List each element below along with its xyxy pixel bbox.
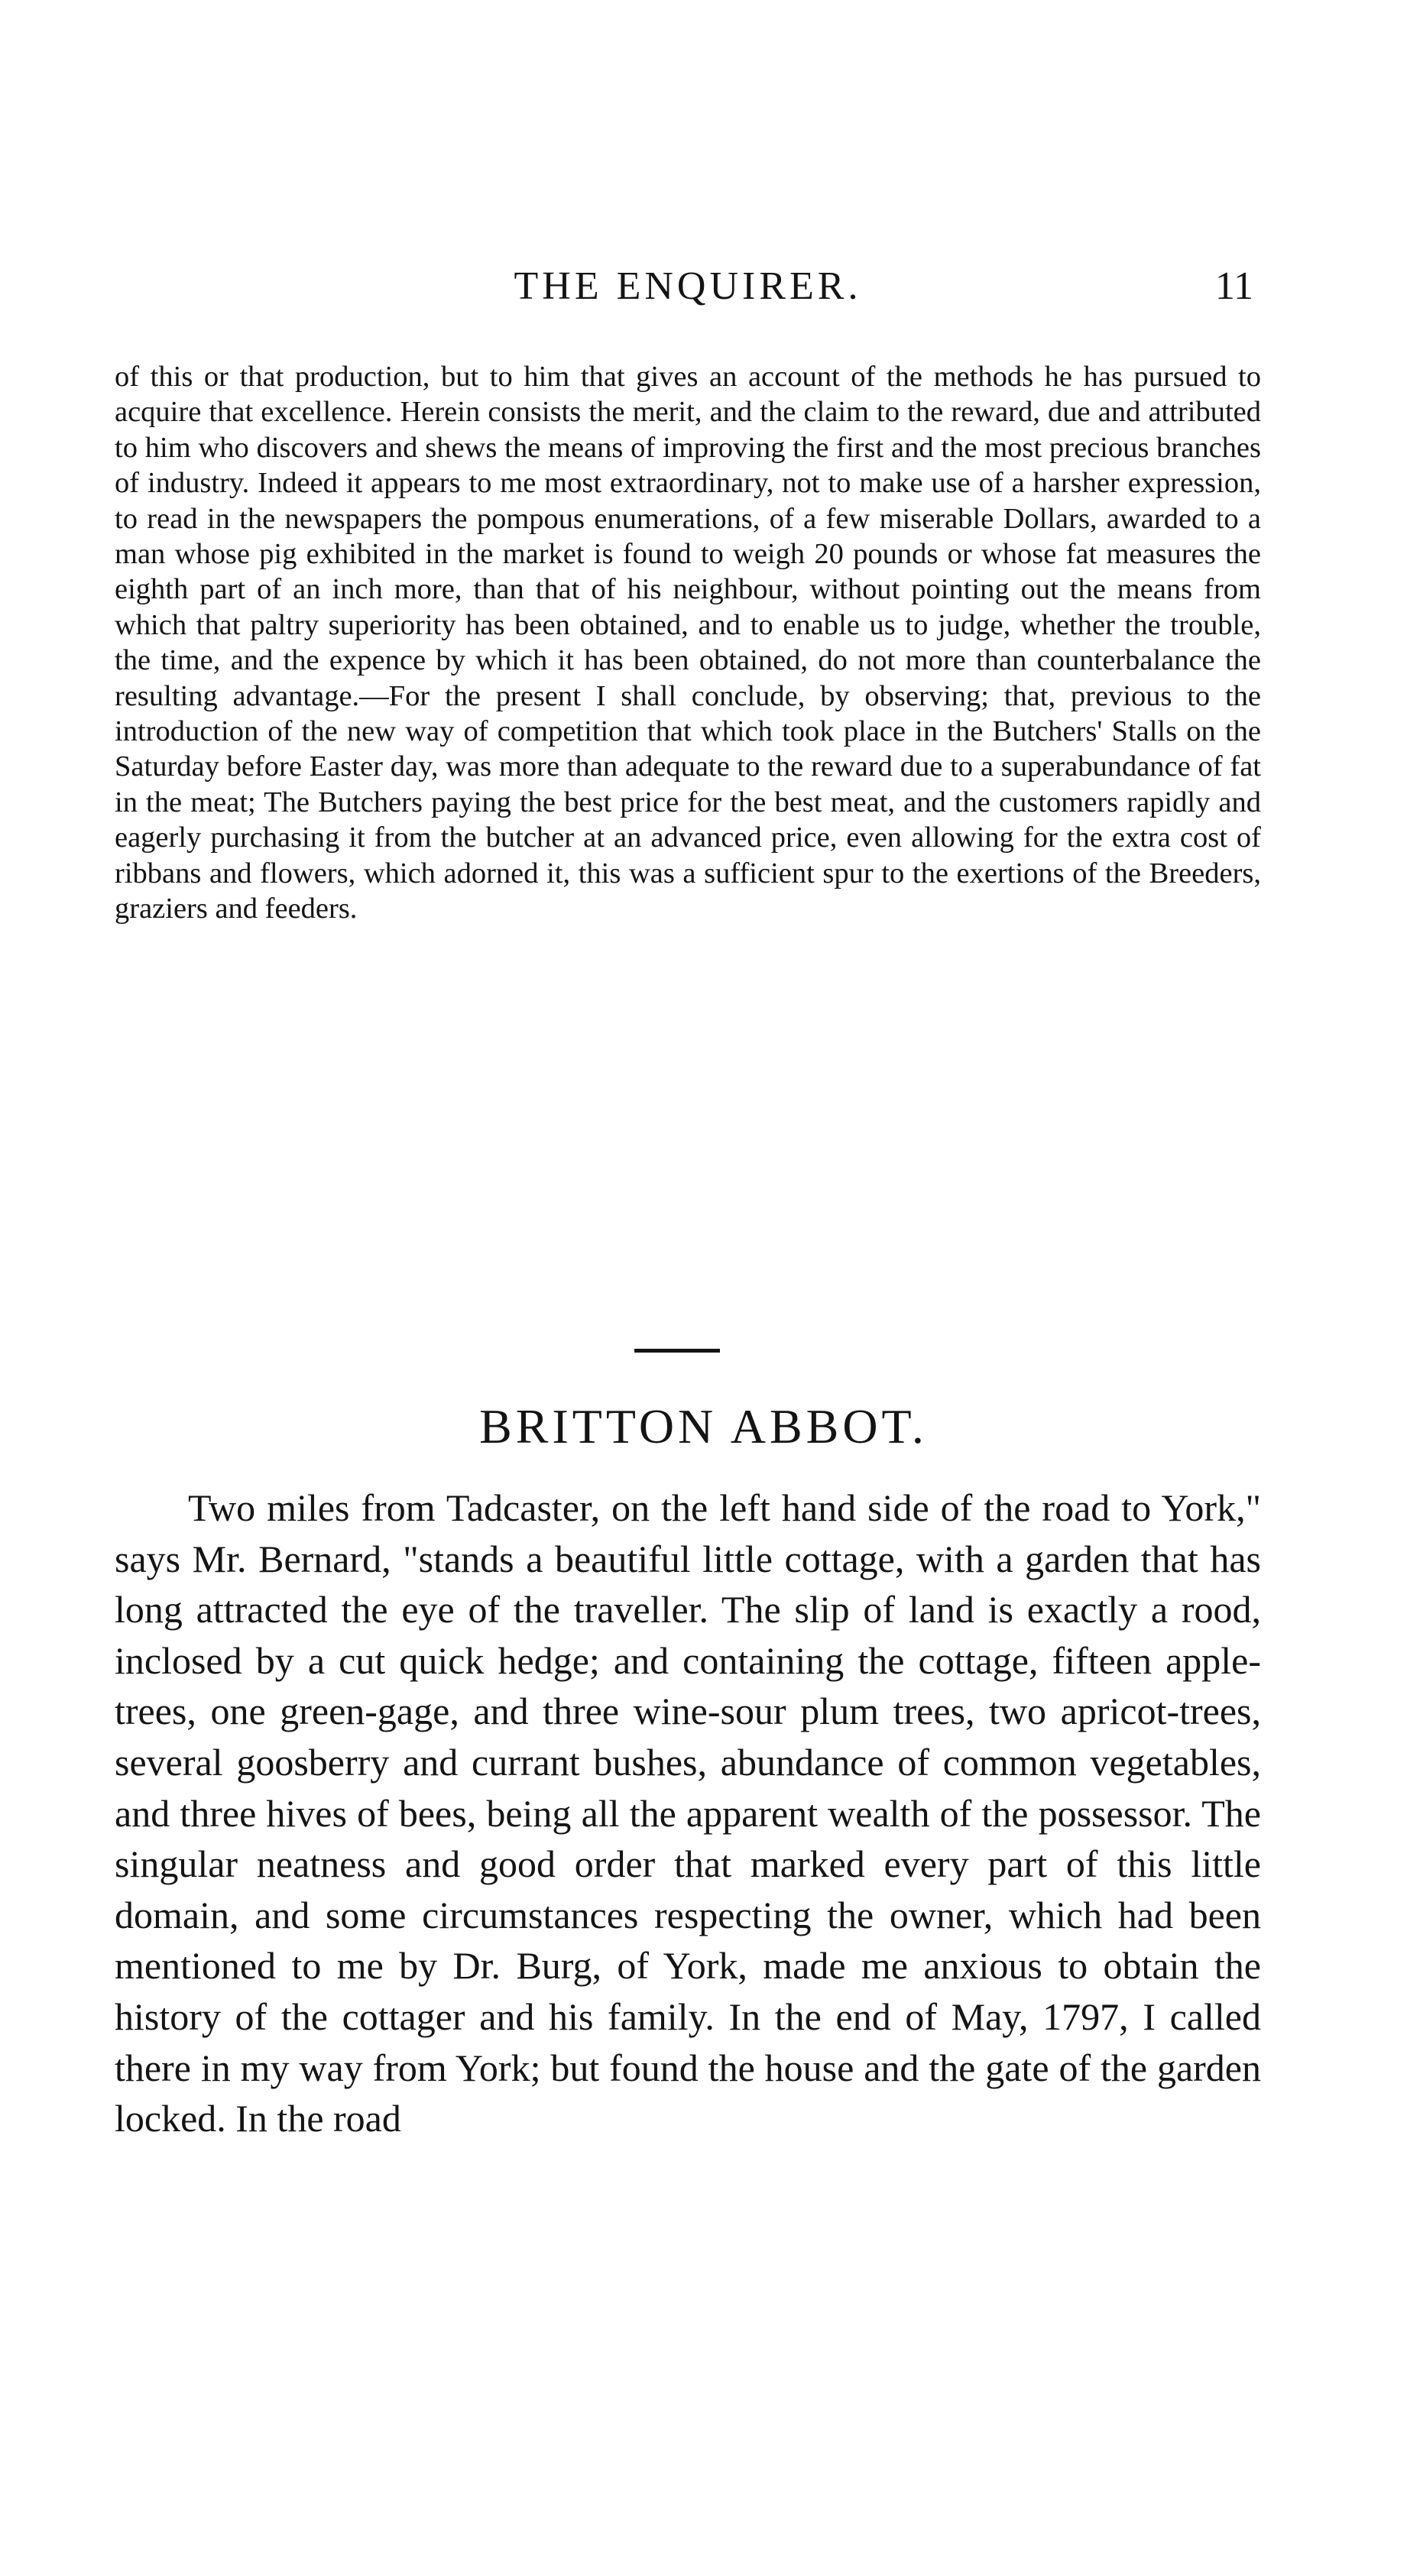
body-paragraph-continued: of this or that production, but to him that gives an account of the methods he has pursued to acquire that excellence. Herein consists the merit, and the claim to the reward, due and attributed to him who discovers and shews the means of improving the first and the most precious branches of industry. Indeed it appears to me most extraordinary, not to make use of a harsher expression, to read in the newspapers the pompous enumerations, of a few miserable Dollars, awarded to a man whose pig exhibited in the market is found to weigh 20 pounds or whose fat measures the eighth part of an inch more, than that of his neighbour, without pointing out the means from which that paltry superiority has been obtained, and to enable us to judge, whether the trouble, the time, and the expence by which it has been obtained, do not more than counterbalance the resulting advantage.—For the present I shall conclude, by observing; that, previous to the introduction of the new way of competition that which took place in the Butchers' Stalls on the Saturday before Easter day, was more than adequate to the reward due to a superabundance of fat in the meat; The Butchers paying the best price for the best meat, and the customers rapidly and eagerly purchasing it from the butcher at an advanced price, even allowing for the extra cost of ribbans and flowers, which adorned it, this was a sufficient spur to the exertions of the Breeders, graziers and feeders.	[115, 361, 1261, 925]
running-head	[122, 264, 1253, 317]
section-title: BRITTON ABBOT.	[479, 1399, 928, 1453]
running-title: THE ENQUIRER.	[514, 264, 862, 308]
body-paragraph-section: Two miles from Tadcaster, on the left hand side of the road to York," says Mr. Bernard, "stands a beautiful little cottage, with a garden that has long attracted the eye of the traveller. The slip of land is exactly a rood, inclosed by a cut quick hedge; and containing the cottage, fifteen apple-trees, one green-gage, and three wine-sour plum trees, two apricot-trees, several goosberry and currant bushes, abundance of common vegetables, and three hives of bees, being all the apparent wealth of the possessor. The singular neatness and good order that marked every part of this little domain, and some circumstances respecting the owner, which had been mentioned to me by Dr. Burg, of York, made me anxious to obtain the history of the cottager and his family. In the end of May, 1797, I called there in my way from York; but found the house and the gate of the garden locked. In the road	[115, 1486, 1261, 2140]
section-divider-rule	[634, 1349, 720, 1353]
page-number: 11	[1214, 264, 1253, 308]
